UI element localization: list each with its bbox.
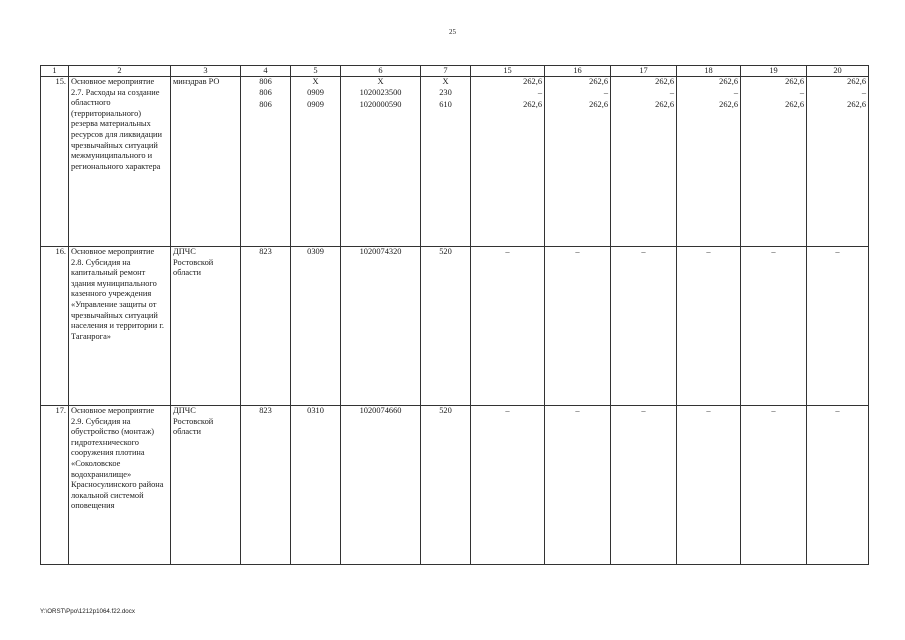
grbs-cell [241,77,291,247]
rzpr-cell [291,77,341,247]
grbs-value: 806 [259,100,272,110]
rzpr-value: 0909 [307,100,324,110]
budget-table [40,65,869,565]
csr-value: Х [377,77,384,86]
rzpr-value: 0909 [307,87,324,97]
header-row [41,66,869,77]
amount: 262,6 [655,100,674,110]
amount: 262,6 [847,100,866,110]
grbs-value: 806 [259,87,272,97]
vr-value: 610 [439,100,452,110]
grbs-value: 823 [241,247,291,406]
row-number: 17. [41,406,69,565]
table-row [41,247,869,406]
executor: минздрав РО [171,77,241,247]
header-cell: 1 [41,66,69,77]
amount: – [611,406,677,565]
amount: 262,6 [655,77,674,86]
amount: – [861,87,866,97]
year-cell [471,77,545,247]
year-cell [545,77,611,247]
amount: – [537,87,542,97]
amount: 262,6 [719,100,738,110]
header-cell: 16 [545,66,611,77]
header-cell: 15 [471,66,545,77]
amount: 262,6 [785,77,804,86]
header-cell: 17 [611,66,677,77]
page-number: 25 [449,28,456,36]
file-path-footer: Y:\ORST\Ppo\1212p1064.f22.docx [40,608,135,615]
grbs-value: 806 [259,77,272,86]
amount: 262,6 [847,77,866,86]
amount: – [807,406,869,565]
amount: – [741,247,807,406]
amount: 262,6 [523,77,542,86]
row-number: 15. [41,77,69,247]
csr-value: 1020000590 [359,100,402,110]
amount: – [545,247,611,406]
vr-value: 230 [439,87,452,97]
executor: ДПЧС Ростовской области [171,247,241,406]
amount: 262,6 [589,77,608,86]
header-cell: 6 [341,66,421,77]
csr-value: 1020074320 [341,247,421,406]
year-cell [611,77,677,247]
header-cell: 2 [69,66,171,77]
header-cell: 18 [677,66,741,77]
header-cell: 7 [421,66,471,77]
header-cell: 5 [291,66,341,77]
header-cell: 4 [241,66,291,77]
header-cell: 3 [171,66,241,77]
csr-value: 1020023500 [359,87,402,97]
amount: – [677,247,741,406]
measure-name: Основное мероприятие 2.7. Расходы на создание областного (территориального) резерва материальных ресурсов для ликвидации чрезвычайных ситуаций межмуниципального и регионального характера [69,77,171,247]
vr-value: 520 [421,406,471,565]
amount: 262,6 [785,100,804,110]
year-cell [741,77,807,247]
amount: 262,6 [719,77,738,86]
amount: – [611,247,677,406]
amount: – [545,406,611,565]
rzpr-value: Х [312,77,319,86]
measure-name: Основное мероприятие 2.8. Субсидия на капитальный ремонт здания муниципального казенного учреждения «Управление защиты от чрезвычайных ситуаций населения и территории г. Таганрога» [69,247,171,406]
header-cell: 20 [807,66,869,77]
year-cell [807,77,869,247]
csr-value: 1020074660 [341,406,421,565]
amount: – [669,87,674,97]
csr-cell [341,77,421,247]
amount: – [471,247,545,406]
vr-value: 520 [421,247,471,406]
row-number: 16. [41,247,69,406]
vr-value: Х [442,77,449,86]
amount: – [807,247,869,406]
amount: – [741,406,807,565]
table-row [41,406,869,565]
amount: – [733,87,738,97]
executor: ДПЧС Ростовской области [171,406,241,565]
amount: 262,6 [523,100,542,110]
vr-cell [421,77,471,247]
year-cell [677,77,741,247]
header-cell: 19 [741,66,807,77]
measure-name: Основное мероприятие 2.9. Субсидия на обустройство (монтаж) гидротехнического сооружения плотина «Соколовское водохранилище» Красносулинского района локальной системой оповещения [69,406,171,565]
rzpr-value: 0309 [291,247,341,406]
amount: 262,6 [589,100,608,110]
amount: – [603,87,608,97]
amount: – [471,406,545,565]
grbs-value: 823 [241,406,291,565]
rzpr-value: 0310 [291,406,341,565]
amount: – [799,87,804,97]
amount: – [677,406,741,565]
table-row [41,77,869,247]
